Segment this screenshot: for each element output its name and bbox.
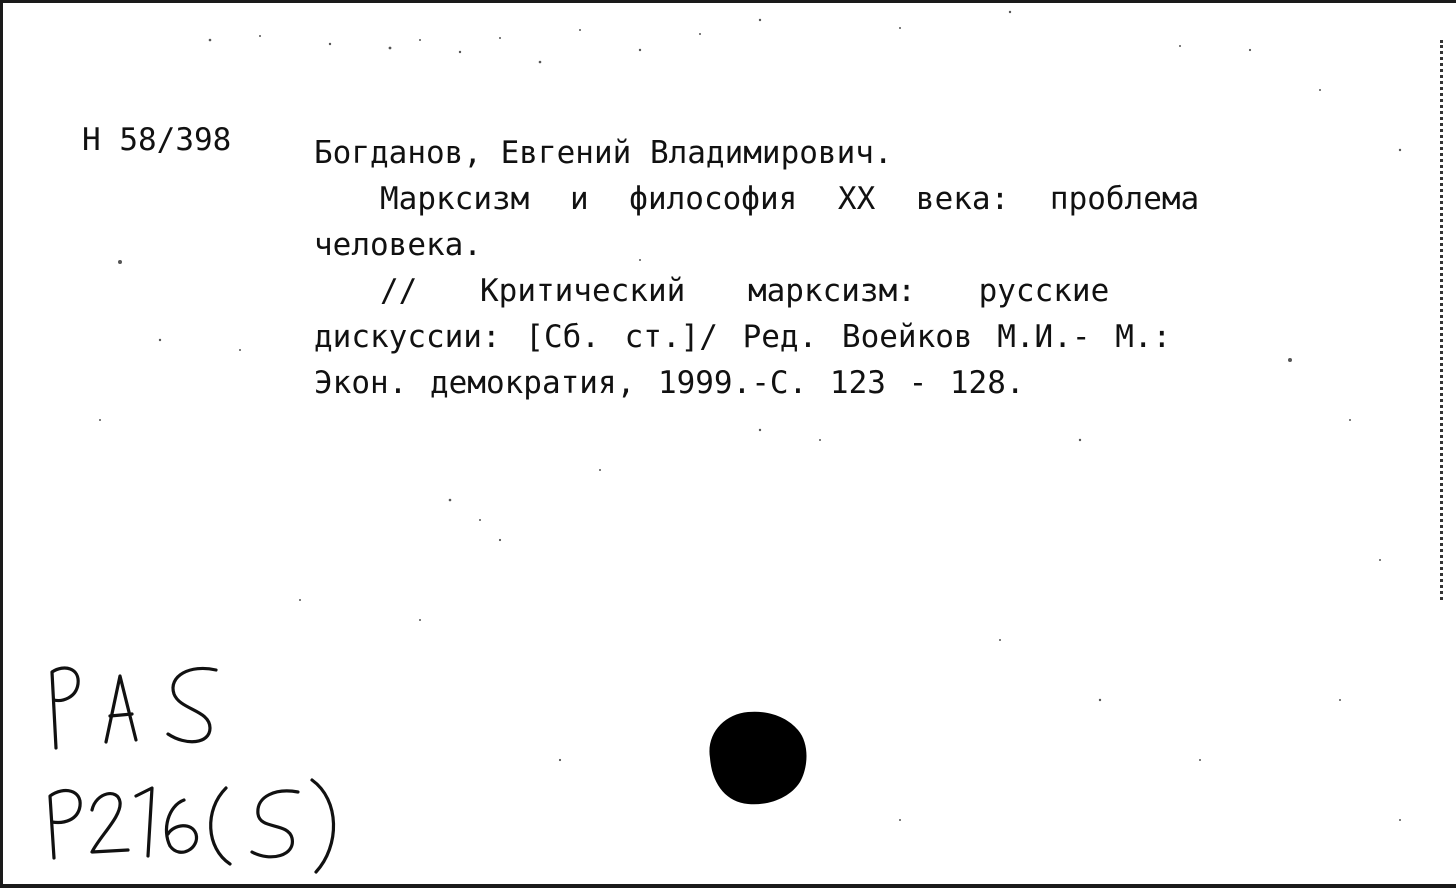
handwritten-classification xyxy=(40,650,400,880)
title-line-1: Марксизм и философия XX века: проблема xyxy=(380,181,1200,217)
shelf-mark: Н 58/398 xyxy=(82,122,232,158)
title-line-2: человека. xyxy=(314,227,482,263)
source-line-1: // Критический марксизм: русские xyxy=(380,273,1110,309)
punch-hole xyxy=(702,708,812,812)
bibliographic-entry xyxy=(314,130,1274,406)
author-line: Богданов, Евгений Владимирович. xyxy=(314,135,893,171)
source-line-3: Экон. демократия, 1999.-С. 123 - 128. xyxy=(314,365,1025,401)
source-line-2: дискуссии: [Сб. ст.]/ Ред. Воейков М.И.- М.: xyxy=(314,319,1172,355)
